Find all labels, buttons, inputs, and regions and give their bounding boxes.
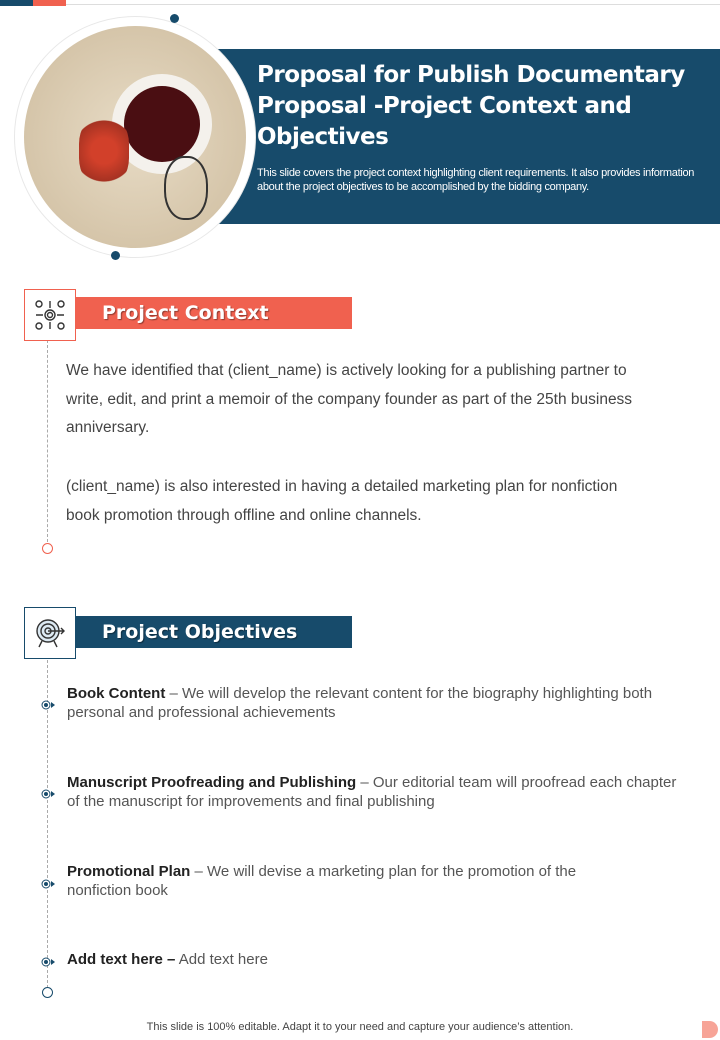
timeline-end-circle — [42, 987, 53, 998]
context-paragraph-2: (client_name) is also interested in having a detailed marketing plan for nonfiction book promotion through offline and online channels. — [66, 478, 618, 524]
objective-item — [67, 950, 677, 969]
separator: – — [165, 685, 183, 702]
page-title: Proposal for Publish Documentary Proposal -Project Context and Objectives — [257, 62, 685, 150]
objective-title: Add text here – — [67, 951, 176, 968]
target-icon — [24, 607, 76, 659]
footer-note: This slide is 100% editable. Adapt it to your need and capture your audience’s attention. — [146, 1021, 574, 1033]
objective-item — [67, 684, 677, 722]
objective-title: Promotional Plan — [67, 863, 191, 880]
glasses-shape — [164, 156, 208, 220]
objective-text: Our editorial team will proofread each chapter of the manuscript for improvements and final publishing — [67, 774, 677, 810]
bullet-icon — [41, 697, 55, 707]
top-accent-navy — [0, 0, 33, 6]
separator: – — [190, 863, 208, 880]
context-paragraph-1: We have identified that (client_name) is actively looking for a publishing partner to write, edit, and print a memoir of the company founder as part of the 25th business anniversary. — [66, 362, 633, 436]
page-subtitle: This slide covers the project context highlighting client requirements. It also provides information about the project objectives to be accomplished by the bidding company. — [257, 167, 695, 193]
timeline-line — [47, 340, 48, 542]
objective-item — [67, 862, 627, 900]
separator: – — [356, 774, 373, 791]
objective-text: Add text here — [178, 951, 268, 968]
tea-and-newspaper-photo — [24, 26, 246, 248]
corner-accent — [702, 1021, 718, 1038]
objective-title: Manuscript Proofreading and Publishing — [67, 774, 357, 791]
top-divider — [66, 4, 720, 5]
section-heading-objectives: Project Objectives — [76, 616, 352, 648]
bullet-icon — [41, 954, 55, 964]
tea-shape — [124, 86, 200, 162]
objective-text: We will devise a marketing plan for the promotion of the nonfiction book — [67, 863, 577, 899]
bullet-icon — [41, 876, 55, 886]
objective-item — [67, 773, 677, 811]
timeline-end-circle — [42, 543, 53, 554]
gear-process-icon — [24, 289, 76, 341]
bullet-icon — [41, 786, 55, 796]
objective-title: Book Content — [67, 685, 166, 702]
berries-shape — [79, 116, 129, 186]
top-accent-coral — [33, 0, 66, 6]
decorative-dot — [170, 14, 179, 23]
section-heading-context: Project Context — [76, 297, 352, 329]
decorative-dot — [111, 251, 120, 260]
objective-text: We will develop the relevant content for the biography highlighting both personal and professional achievements — [67, 685, 653, 721]
